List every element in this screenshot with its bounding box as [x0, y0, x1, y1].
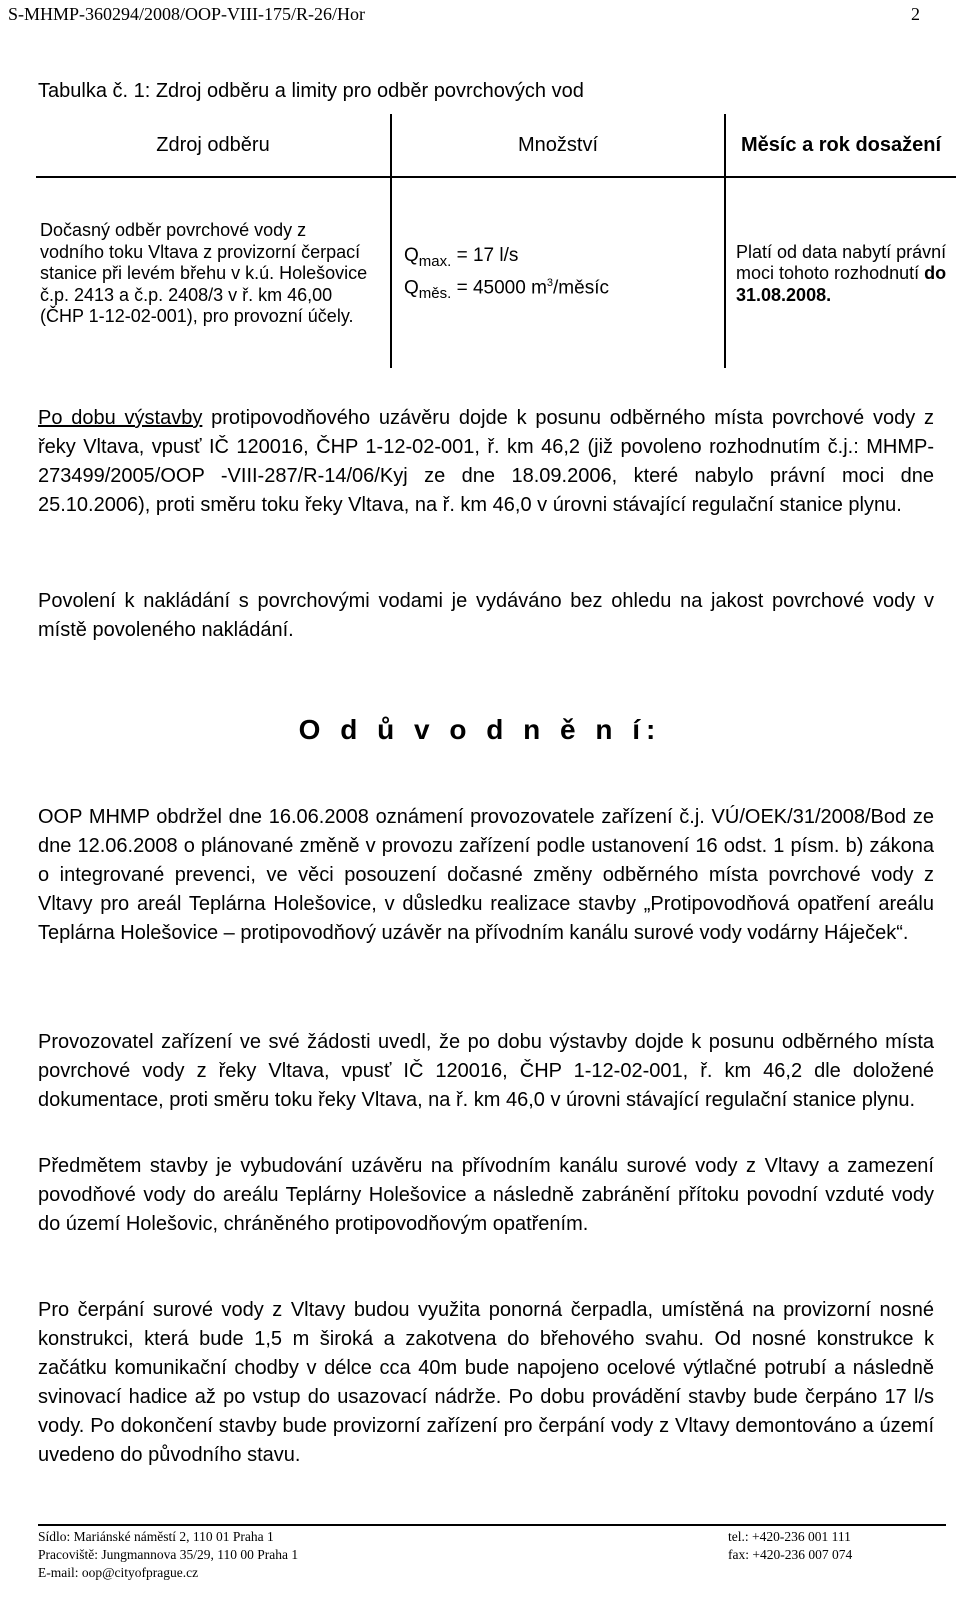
footer-tel: tel.: +420-236 001 111	[728, 1529, 851, 1544]
q-mes-sub: měs.	[418, 284, 452, 302]
footer-address: Sídlo: Mariánské náměstí 2, 110 01 Praha 1	[38, 1529, 274, 1544]
footer-email: E-mail: oop@cityofprague.cz	[38, 1565, 199, 1580]
paragraph-operator-request: Provozovatel zařízení ve své žádosti uvedl, že po dobu výstavby dojde k posunu odběrného místa povrchové vody z řeky Vltava, vpusť IČ 120016, ČHP 1-12-02-001, ř. km 46,2 dle doložené dokumentace, proti směru toku řeky Vltava, na ř. km 46,0 v úrovni stávající regulační stanice plynu.	[38, 1031, 934, 1111]
q-mes-line	[404, 277, 720, 303]
header-source: Zdroj odběru	[36, 114, 391, 177]
header-quantity: Množství	[391, 114, 725, 177]
source-limits-table	[36, 114, 956, 368]
q-max-value: = 17 l/s	[451, 245, 519, 267]
date-value: 31.08.2008.	[736, 284, 832, 305]
page-footer	[38, 1524, 946, 1580]
q-max-symbol: Q	[404, 245, 419, 267]
paragraph-notification: OOP MHMP obdržel dne 16.06.2008 oznámení provozovatele zařízení č.j. VÚ/OEK/31/2008/Bod ze dne 12.06.2008 o plánované změně v provozu zařízení podle ustanovení 16 odst. 1 písm. b) zákona o integrované prevenci, ve věci posouzení dočasné změny odběrného místa povrchové vody z Vltavy pro areál Teplárna Holešovice, v důsledku realizace stavby „Protipovodňová opatření areálu Teplárna Holešovice – protipovodňový uzávěr na přívodním kanálu surové vody vodárny Háječek“.	[38, 806, 934, 944]
paragraph-subject: Předmětem stavby je vybudování uzávěru na přívodním kanálu surové vody z Vltavy a zamezení povodňové vody do areálu Teplárny Holešovice a následně zabránění přítoku povodní vzduté vody do území Holešovic, chráněného protipovodňovým opatřením.	[38, 1155, 934, 1235]
source-cell: Dočasný odběr povrchové vody z vodního toku Vltava z provizorní čerpací stanice při levém břehu v k.ú. Holešovice č.p. 2413 a č.p. 2408/3 v ř. km 46,00 (ČHP 1-12-02-001), pro provozní účely.	[36, 177, 391, 368]
paragraph-construction-text: protipovodňového uzávěru dojde k posunu odběrného místa povrchové vody z řeky Vltava, vpusť IČ 120016, ČHP 1-12-02-001, ř. km 46,2 (již povoleno rozhodnutím č.j.: MHMP- 273499/2005/OOP -VIII-287/R-14/06/Kyj ze dne 18.09.2006, které nabylo právní moci dne 25.10.2006), proti směru toku řeky Vltava, na ř. km 46,0 v úrovni stávající regulační stanice plynu.	[38, 407, 934, 516]
q-mes-unit: /měsíc	[553, 277, 609, 299]
footer-fax: fax: +420-236 007 074	[728, 1547, 853, 1562]
quantity-cell	[391, 177, 725, 368]
q-max-line	[404, 245, 720, 271]
document-reference: S-MHMP-360294/2008/OOP-VIII-175/R-26/Hor	[8, 4, 365, 24]
underlined-phrase: Po dobu výstavby	[38, 407, 203, 429]
paragraph-permission: Povolení k nakládání s povrchovými vodami je vydáváno bez ohledu na jakost povrchové vody v místě povoleného nakládání.	[38, 590, 934, 641]
q-mes-value: = 45000 m	[451, 277, 547, 299]
footer-workplace: Pracoviště: Jungmannova 35/29, 110 00 Praha 1	[38, 1547, 299, 1562]
q-mes-symbol: Q	[404, 277, 419, 299]
page-number: 2	[911, 4, 920, 24]
section-heading: O d ů v o d n ě n í:	[298, 714, 662, 745]
q-mes-exponent: 3	[546, 276, 554, 289]
header-date: Měsíc a rok dosažení	[725, 114, 956, 177]
date-text: Platí od data nabytí právní moci tohoto rozhodnutí	[736, 241, 947, 284]
paragraph-construction	[38, 404, 934, 520]
table-header-row	[36, 114, 956, 177]
table-row	[36, 177, 956, 368]
table-title: Tabulka č. 1: Zdroj odběru a limity pro odběr povrchových vod	[38, 80, 584, 102]
paragraph-pumping: Pro čerpání surové vody z Vltavy budou využita ponorná čerpadla, umístěná na provizorní nosné konstrukci, která bude 1,5 m široká a zakotvena do břehového svahu. Od nosné konstrukce k začátku komunikační chodby v délce cca 40m bude napojeno ocelové výtlačné potrubí a následně svinovací hadice až po vstup do usazovací nádrže. Po dobu provádění stavby bude čerpáno 17 l/s vody. Po dokončení stavby bude provizorní zařízení pro čerpání vody z Vltavy demontováno a území uvedeno do původního stavu.	[38, 1299, 934, 1466]
date-cell	[725, 177, 956, 368]
date-do: do	[924, 263, 947, 284]
q-max-sub: max.	[418, 252, 452, 270]
